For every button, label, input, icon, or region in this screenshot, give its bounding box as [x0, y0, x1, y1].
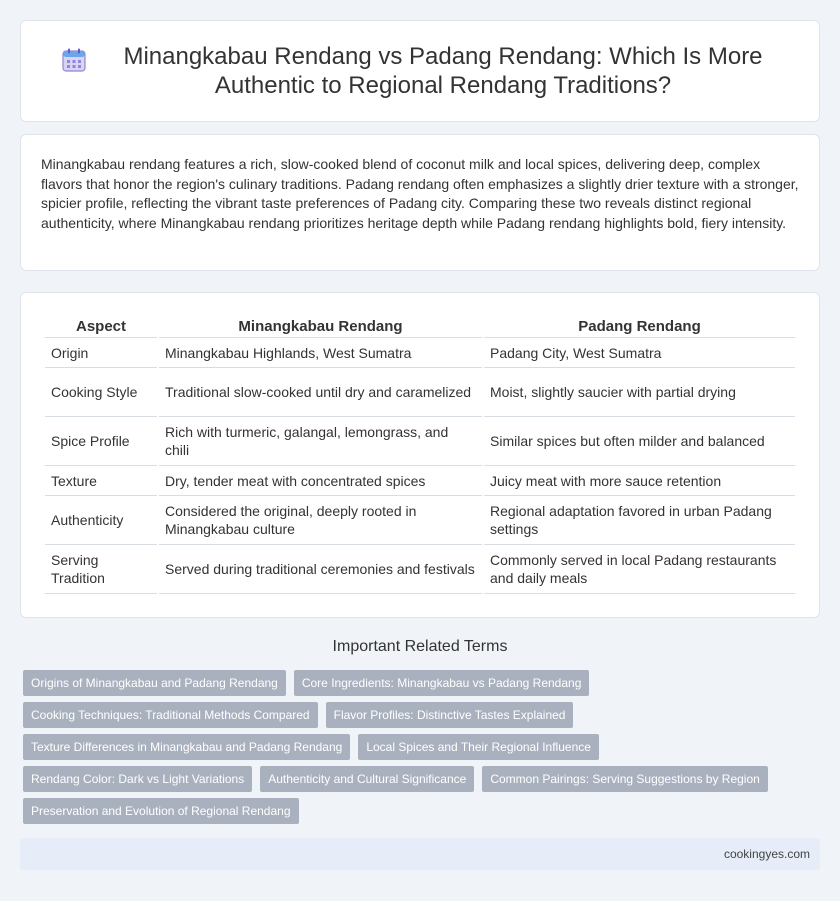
header-padang: Padang Rendang: [484, 313, 795, 338]
comparison-table: [43, 313, 797, 594]
related-tag[interactable]: Flavor Profiles: Distinctive Tastes Explained: [326, 702, 574, 728]
header-card: [20, 20, 820, 122]
related-tag[interactable]: Common Pairings: Serving Suggestions by Region: [482, 766, 767, 792]
table-row: [45, 466, 795, 496]
cell-minangkabau: Considered the original, deeply rooted in Minangkabau culture: [159, 496, 482, 545]
related-tag[interactable]: Core Ingredients: Minangkabau vs Padang Rendang: [294, 670, 590, 696]
cell-aspect: Spice Profile: [45, 417, 157, 466]
page-title: Minangkabau Rendang vs Padang Rendang: Which Is More Authentic to Regional Rendang Traditions?: [123, 43, 763, 99]
related-tag[interactable]: Origins of Minangkabau and Padang Rendang: [23, 670, 286, 696]
cell-minangkabau: Rich with turmeric, galangal, lemongrass, and chili: [159, 417, 482, 466]
cell-padang: Padang City, West Sumatra: [484, 338, 795, 368]
table-row: [45, 545, 795, 594]
table-header-row: [45, 313, 795, 338]
related-tag[interactable]: Texture Differences in Minangkabau and Padang Rendang: [23, 734, 350, 760]
table-row: [45, 496, 795, 545]
table-row: [45, 417, 795, 466]
table-row: [45, 368, 795, 417]
related-terms-title: Important Related Terms: [332, 638, 508, 655]
related-terms-tags: [23, 670, 813, 824]
calendar-icon: [61, 47, 87, 73]
cell-aspect: Cooking Style: [45, 368, 157, 417]
related-tag[interactable]: Local Spices and Their Regional Influence: [358, 734, 599, 760]
cell-aspect: Serving Tradition: [45, 545, 157, 594]
table-row: [45, 338, 795, 368]
site-name[interactable]: cookingyes.com: [723, 847, 810, 861]
cell-aspect: Authenticity: [45, 496, 157, 545]
cell-padang: Similar spices but often milder and balanced: [484, 417, 795, 466]
cell-padang: Juicy meat with more sauce retention: [484, 466, 795, 496]
cell-padang: Moist, slightly saucier with partial drying: [484, 368, 795, 417]
cell-padang: Regional adaptation favored in urban Padang settings: [484, 496, 795, 545]
related-tag[interactable]: Rendang Color: Dark vs Light Variations: [23, 766, 252, 792]
cell-aspect: Origin: [45, 338, 157, 368]
cell-padang: Commonly served in local Padang restaurants and daily meals: [484, 545, 795, 594]
comparison-table-card: [20, 292, 820, 618]
cell-minangkabau: Minangkabau Highlands, West Sumatra: [159, 338, 482, 368]
cell-aspect: Texture: [45, 466, 157, 496]
intro-paragraph: Minangkabau rendang features a rich, slow-cooked blend of coconut milk and local spices, delivering deep, complex flavors that honor the region's culinary traditions. Padang rendang often emphasizes a slightly drier texture with a stronger, spicier profile, reflecting the vibrant taste preferences of Padang city. Comparing these two reveals distinct regional authenticity, where Minangkabau rendang prioritizes heritage depth while Padang rendang highlights bold, fiery intensity.: [41, 156, 799, 231]
footer: [20, 838, 820, 870]
related-tag[interactable]: Authenticity and Cultural Significance: [260, 766, 474, 792]
cell-minangkabau: Traditional slow-cooked until dry and caramelized: [159, 368, 482, 417]
intro-card: [20, 134, 820, 271]
related-tag[interactable]: Cooking Techniques: Traditional Methods Compared: [23, 702, 318, 728]
header-aspect: Aspect: [45, 313, 157, 338]
cell-minangkabau: Dry, tender meat with concentrated spices: [159, 466, 482, 496]
header-minangkabau: Minangkabau Rendang: [159, 313, 482, 338]
cell-minangkabau: Served during traditional ceremonies and festivals: [159, 545, 482, 594]
related-tag[interactable]: Preservation and Evolution of Regional Rendang: [23, 798, 299, 824]
